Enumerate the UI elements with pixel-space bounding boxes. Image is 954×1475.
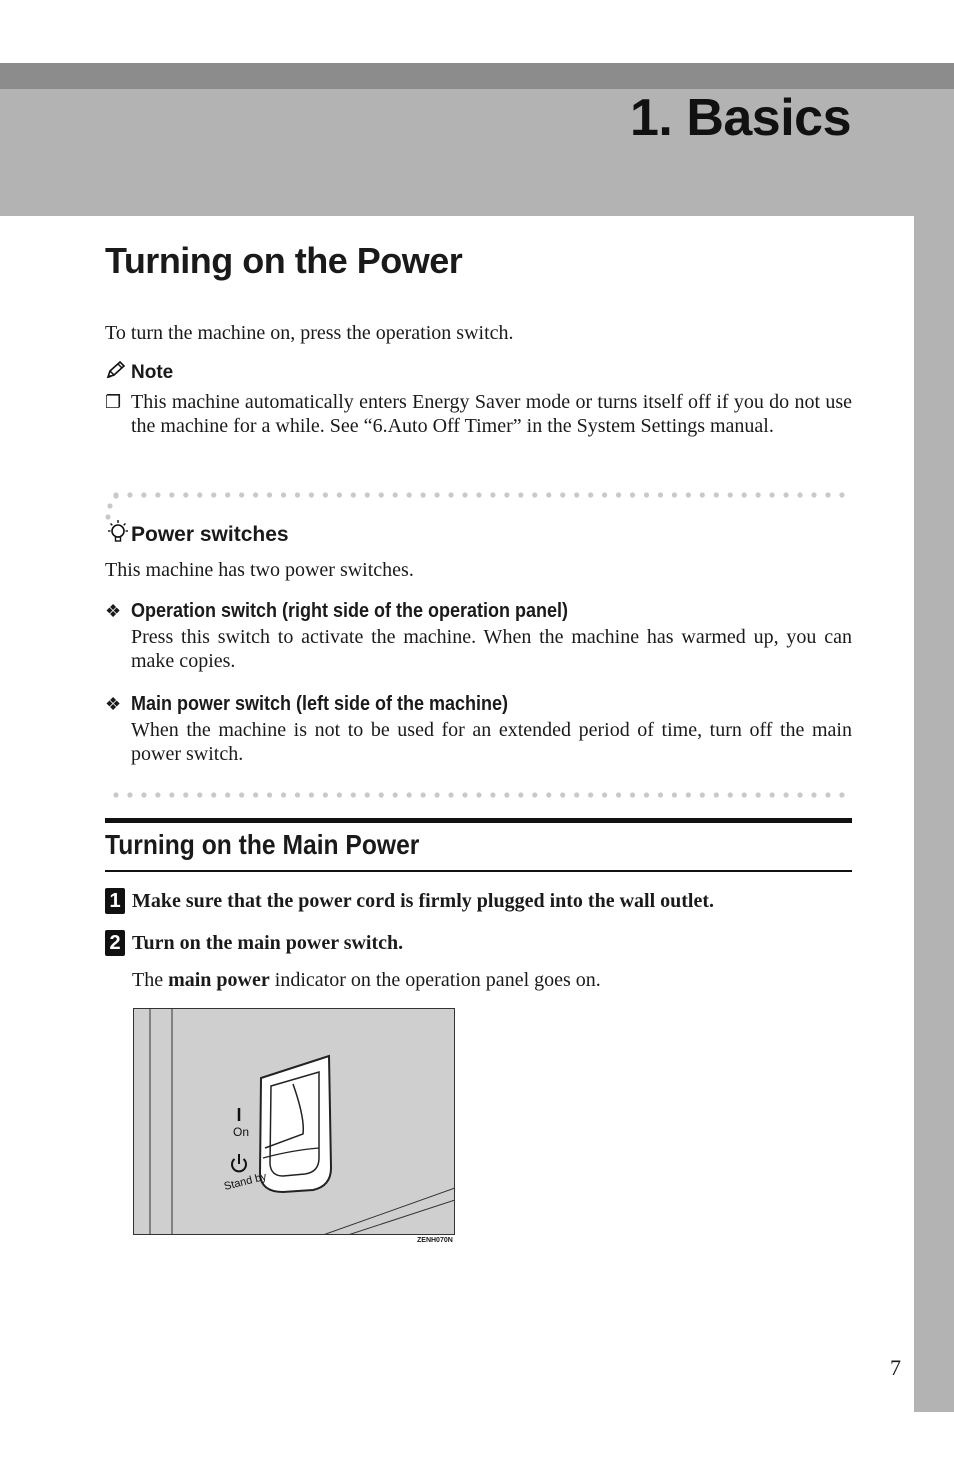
divider-dot (253, 492, 258, 497)
step-number: 1 (105, 888, 125, 914)
divider-dot (616, 492, 621, 497)
step-detail-bold: main power (168, 969, 270, 991)
divider-dot (700, 792, 705, 797)
divider-dot (714, 492, 719, 497)
figure-caption: ZENH070N (417, 1237, 453, 1244)
divider-dot (155, 492, 160, 497)
divider-dot (686, 492, 691, 497)
divider-dot (351, 792, 356, 797)
divider-dot (448, 792, 453, 797)
divider-dot (267, 792, 272, 797)
divider-dot (379, 492, 384, 497)
divider-dot (797, 492, 802, 497)
divider-dot (379, 792, 384, 797)
divider-dot (518, 792, 523, 797)
divider-dot (700, 492, 705, 497)
divider-dot (365, 492, 370, 497)
divider-dot (337, 792, 342, 797)
step-detail-before: The (132, 969, 169, 991)
divider-dot (281, 792, 286, 797)
divider-dot (728, 492, 733, 497)
divider-dot (658, 792, 663, 797)
divider-dot (644, 792, 649, 797)
divider-dot (225, 492, 230, 497)
divider-dot (155, 792, 160, 797)
intro-text: To turn the machine on, press the operation switch. (105, 322, 514, 344)
divider-dot (839, 492, 844, 497)
divider-dot (253, 792, 258, 797)
checkbox-bullet-icon: ❐ (105, 392, 122, 412)
step-text: Make sure that the power cord is firmly plugged into the wall outlet. (132, 889, 715, 912)
divider-dot (644, 492, 649, 497)
divider-dot (476, 792, 481, 797)
tip-item-title: Main power switch (left side of the machine) (131, 693, 509, 715)
tip-intro-text: This machine has two power switches. (105, 559, 414, 581)
divider-dot (239, 492, 244, 497)
divider-dot (434, 792, 439, 797)
divider-dot (323, 492, 328, 497)
divider-dot (756, 492, 761, 497)
divider-dot (658, 492, 663, 497)
divider-dot (602, 792, 607, 797)
divider-dot (574, 792, 579, 797)
note-label: Note (131, 361, 174, 383)
divider-dot (239, 792, 244, 797)
divider-dot (728, 792, 733, 797)
divider-dot (532, 492, 537, 497)
divider-dot (393, 792, 398, 797)
divider-dot (672, 792, 677, 797)
divider-dot (434, 492, 439, 497)
divider-dot (141, 792, 146, 797)
tip-header (105, 519, 289, 550)
divider-dot (825, 792, 830, 797)
divider-dot (588, 792, 593, 797)
page-number: 7 (890, 1355, 901, 1380)
divider-dot (169, 792, 174, 797)
step-1 (105, 888, 714, 914)
divider-dot (476, 492, 481, 497)
tip-item-main-power-switch (105, 693, 852, 766)
divider-dot (574, 492, 579, 497)
divider-dot (588, 492, 593, 497)
divider-dot (560, 792, 565, 797)
divider-dot (448, 492, 453, 497)
divider-dot (309, 492, 314, 497)
divider-dot (462, 492, 467, 497)
on-label: On (233, 1125, 250, 1139)
step-text: Turn on the main power switch. (132, 931, 404, 954)
divider-dot (169, 492, 174, 497)
divider-dot (630, 792, 635, 797)
divider-dot (183, 792, 188, 797)
tip-item-text: When the machine is not to be used for an extended period of time, turn off the main power switch. (131, 719, 852, 765)
divider-dot (337, 492, 342, 497)
step-number: 2 (105, 930, 125, 956)
divider-dot (127, 792, 132, 797)
divider-dot (351, 492, 356, 497)
divider-dot (783, 492, 788, 497)
step-2 (105, 930, 403, 956)
divider-dot (811, 792, 816, 797)
chapter-title: 1. Basics (630, 89, 851, 147)
note-header (105, 360, 173, 385)
divider-dot (490, 792, 495, 797)
page-title: Turning on the Power (105, 240, 463, 281)
standby-label: Stand by (222, 1170, 268, 1193)
divider-dot (225, 792, 230, 797)
divider-dot (295, 792, 300, 797)
note-item (105, 390, 852, 438)
pencil-icon (105, 360, 127, 385)
dot-row (112, 491, 852, 499)
divider-dot (602, 492, 607, 497)
divider-dot (407, 492, 412, 497)
lightbulb-icon (105, 519, 131, 550)
divider-dot (211, 492, 216, 497)
note-text: This machine automatically enters Energy Saver mode or turns itself off if you do not use the machine for a while. See “6.Auto Off Timer” in the System Settings manual. (131, 391, 852, 437)
tip-item-text: Press this switch to activate the machine. When the machine has warmed up, you can make copies. (131, 626, 852, 672)
divider-dot (141, 492, 146, 497)
header-top-band (0, 63, 954, 89)
divider-dot (518, 492, 523, 497)
divider-dot (783, 792, 788, 797)
divider-dot (560, 492, 565, 497)
dot-row (112, 791, 852, 799)
divider-dot (127, 492, 132, 497)
divider-dot (770, 492, 775, 497)
divider-dot (295, 492, 300, 497)
divider-dot (672, 492, 677, 497)
tip-item-operation-switch (105, 600, 852, 673)
dotted-divider-top (112, 486, 852, 494)
main-power-switch-illustration (133, 1008, 455, 1235)
tip-label: Power switches (131, 522, 289, 546)
divider-dot (490, 492, 495, 497)
divider-dot (407, 792, 412, 797)
divider-dot (281, 492, 286, 497)
divider-dot (421, 492, 426, 497)
divider-dot (811, 492, 816, 497)
divider-dot (616, 792, 621, 797)
divider-dot (546, 492, 551, 497)
divider-dot (504, 492, 509, 497)
diamond-bullet-icon: ❖ (105, 694, 122, 714)
divider-dot (113, 492, 118, 497)
divider-dot (546, 792, 551, 797)
tip-item-title: Operation switch (right side of the operation panel) (131, 600, 569, 622)
divider-dot (197, 792, 202, 797)
divider-dot (742, 792, 747, 797)
divider-dot (770, 792, 775, 797)
section-heading: Turning on the Main Power (105, 829, 420, 860)
divider-dot (183, 492, 188, 497)
divider-dot (365, 792, 370, 797)
divider-dot (323, 792, 328, 797)
divider-dot (462, 792, 467, 797)
divider-dot (742, 492, 747, 497)
divider-dot (267, 492, 272, 497)
divider-dot (839, 792, 844, 797)
divider-dot (630, 492, 635, 497)
divider-dot (211, 792, 216, 797)
divider-dot (309, 792, 314, 797)
divider-dot (532, 792, 537, 797)
divider-dot (393, 492, 398, 497)
section-rule-top (105, 818, 852, 823)
step-detail-after: indicator on the operation panel goes on. (269, 969, 601, 991)
diamond-bullet-icon: ❖ (105, 601, 122, 621)
divider-dot (421, 792, 426, 797)
step-detail (132, 968, 601, 992)
divider-dot (756, 792, 761, 797)
section-rule-bottom (105, 870, 852, 872)
divider-dot (714, 792, 719, 797)
divider-dot (197, 492, 202, 497)
dotted-divider-bottom (112, 786, 852, 794)
divider-dot (113, 792, 118, 797)
divider-dot (825, 492, 830, 497)
divider-dot (686, 792, 691, 797)
divider-dot (797, 792, 802, 797)
divider-dot (504, 792, 509, 797)
chapter-tab-strip (914, 216, 954, 1412)
